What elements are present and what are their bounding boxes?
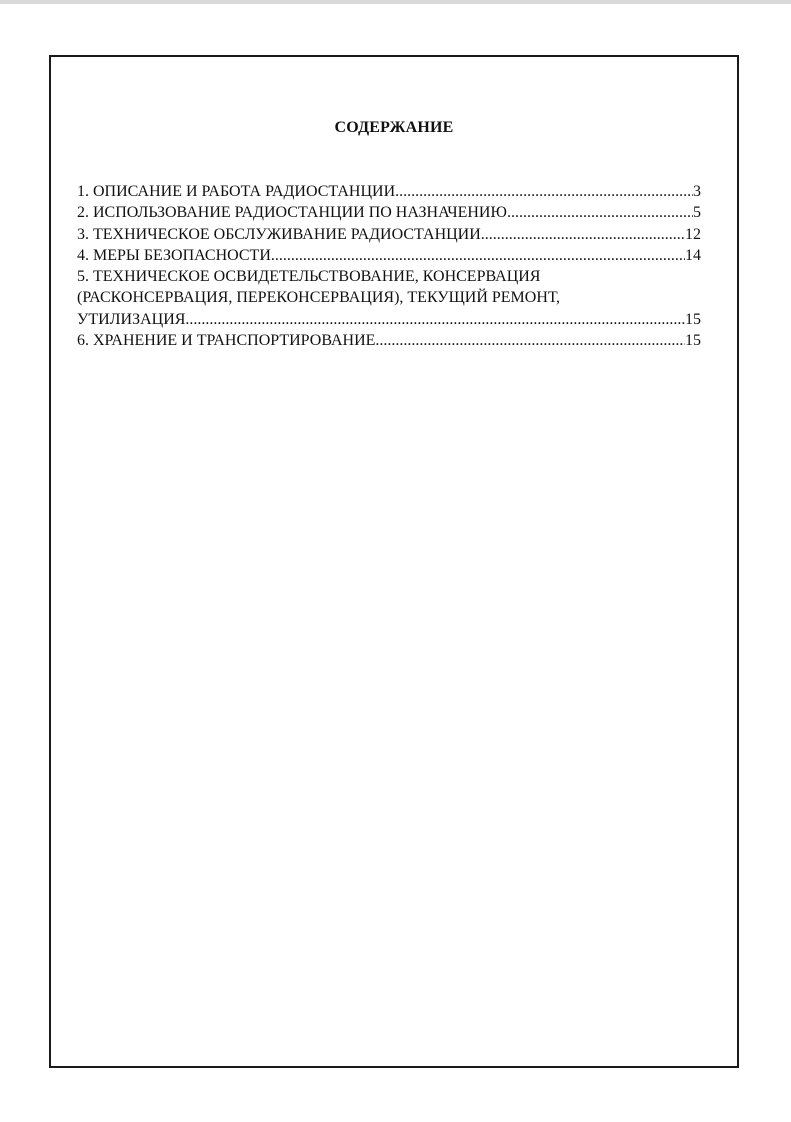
toc-entry-last-line [77, 309, 701, 330]
page-title: СОДЕРЖАНИЕ [334, 119, 454, 136]
toc-page-number: 15 [685, 332, 701, 350]
toc-entry-text-line-3: УТИЛИЗАЦИЯ [77, 310, 186, 328]
toc-entry-6[interactable] [77, 330, 701, 351]
toc-entry-text-line-2: (РАСКОНСЕРВАЦИЯ, ПЕРЕКОНСЕРВАЦИЯ), ТЕКУЩИЙ РЕМОНТ, [77, 289, 561, 307]
viewer-top-bar [0, 0, 791, 4]
toc-entry-text: 4. МЕРЫ БЕЗОПАСНОСТИ [77, 246, 271, 264]
toc-entry-text: 3. ТЕХНИЧЕСКОЕ ОБСЛУЖИВАНИЕ РАДИОСТАНЦИИ [77, 225, 481, 243]
document-page-frame [49, 55, 739, 1068]
toc-entry-5[interactable] [77, 266, 701, 330]
table-of-contents [77, 181, 701, 351]
toc-entry-2[interactable] [77, 202, 701, 223]
toc-entry-text: 6. ХРАНЕНИЕ И ТРАНСПОРТИРОВАНИЕ [77, 332, 376, 350]
dot-leader [375, 330, 685, 351]
dot-leader [507, 202, 693, 223]
toc-entry-text-line-1: 5. ТЕХНИЧЕСКОЕ ОСВИДЕТЕЛЬСТВОВАНИЕ, КОНСЕРВАЦИЯ [77, 268, 541, 286]
dot-leader [271, 245, 685, 266]
toc-page-number: 5 [693, 204, 701, 222]
toc-page-number: 12 [685, 225, 701, 243]
toc-page-number: 3 [693, 183, 701, 200]
toc-entry-text: 1. ОПИСАНИЕ И РАБОТА РАДИОСТАНЦИИ [77, 183, 396, 200]
toc-entry-4[interactable] [77, 245, 701, 266]
toc-entry-text: 2. ИСПОЛЬЗОВАНИЕ РАДИОСТАНЦИИ ПО НАЗНАЧЕНИЮ [77, 204, 507, 222]
toc-page-number: 14 [685, 246, 701, 264]
dot-leader [395, 181, 693, 202]
dot-leader [185, 309, 685, 330]
toc-entry-1[interactable] [77, 181, 701, 202]
toc-page-number: 15 [685, 310, 701, 328]
toc-entry-3[interactable] [77, 224, 701, 245]
dot-leader [481, 224, 685, 245]
